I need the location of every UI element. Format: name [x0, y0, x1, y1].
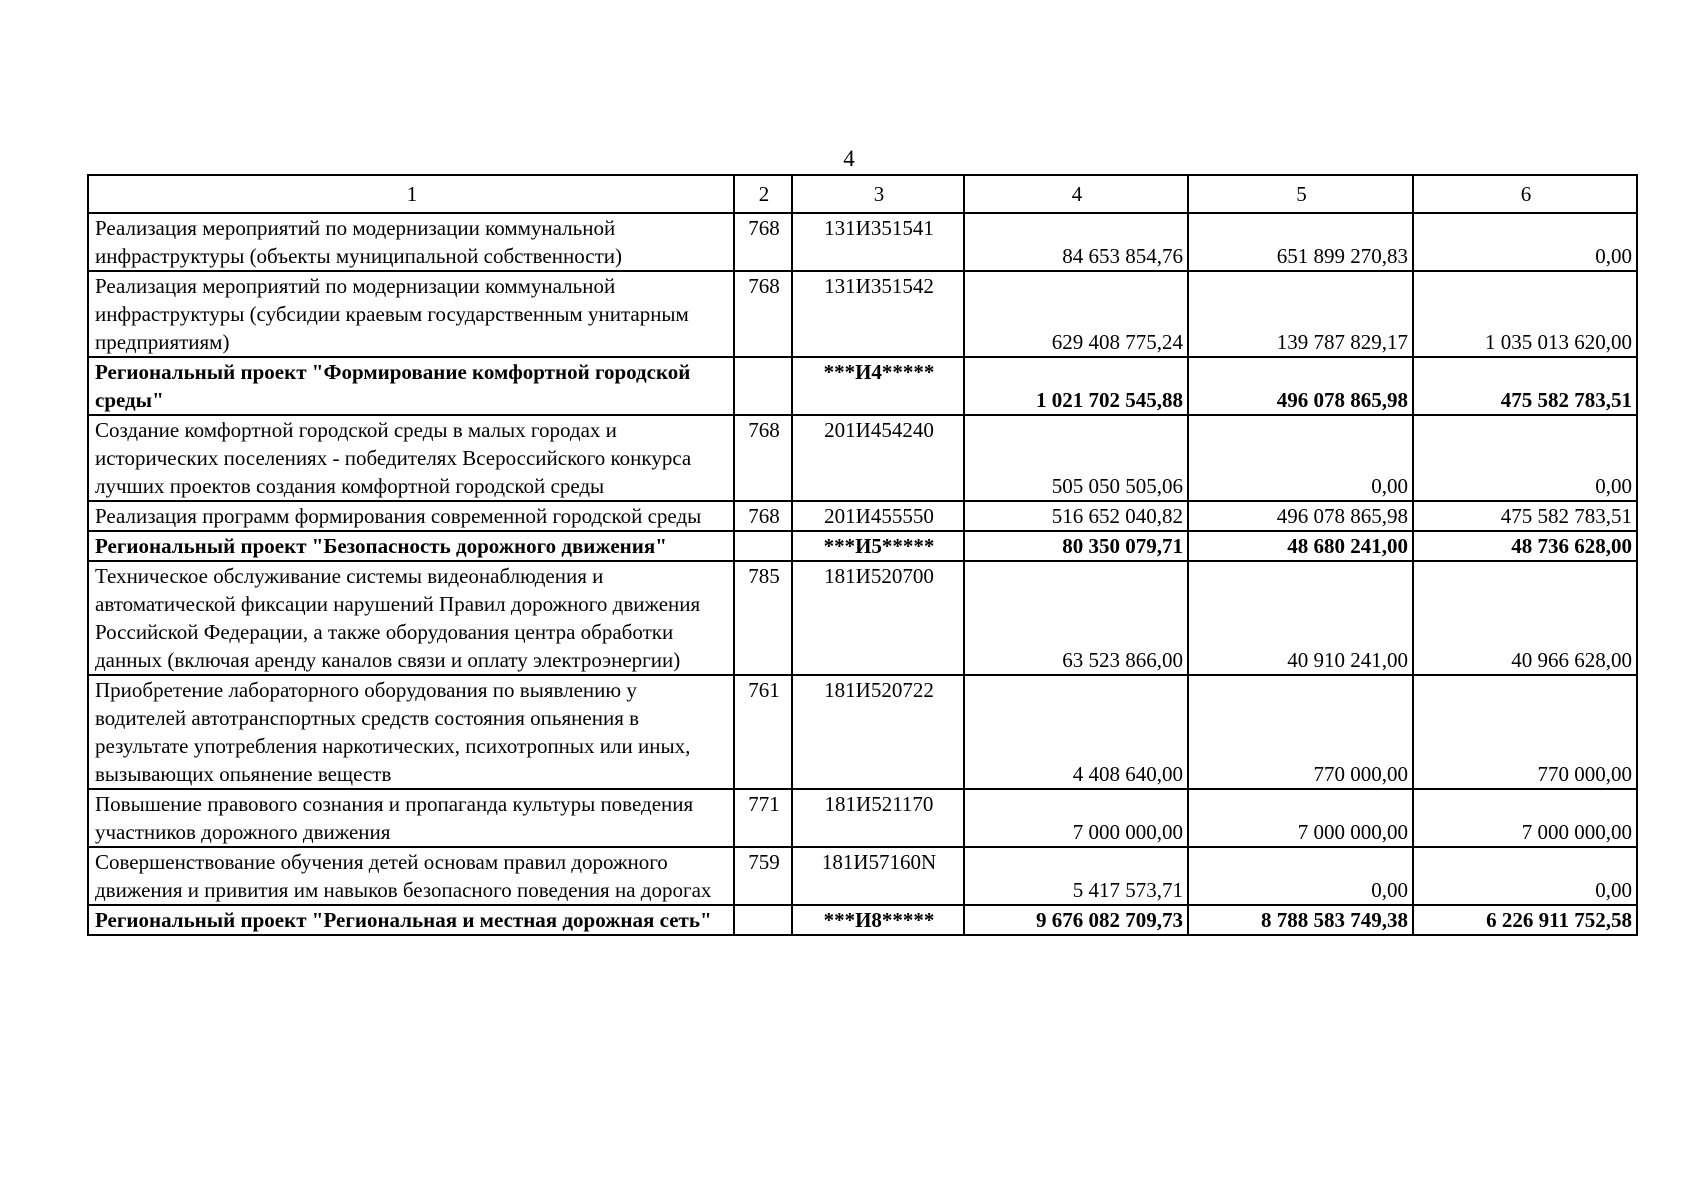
- row-code: 181И521170: [792, 789, 964, 847]
- row-amount-5: 8 788 583 749,38: [1188, 905, 1413, 935]
- row-code: 181И57160N: [792, 847, 964, 905]
- row-amount-6: 475 582 783,51: [1413, 501, 1637, 531]
- row-amount-4: 4 408 640,00: [964, 675, 1188, 789]
- row-name: Реализация мероприятий по модернизации коммунальной инфраструктуры (объекты муниципальной собственности): [88, 213, 734, 271]
- header-col-6: 6: [1413, 175, 1637, 213]
- row-amount-6: 0,00: [1413, 213, 1637, 271]
- row-amount-4: 84 653 854,76: [964, 213, 1188, 271]
- row-name: Региональный проект "Безопасность дорожного движения": [88, 531, 734, 561]
- row-amount-4: 80 350 079,71: [964, 531, 1188, 561]
- row-amount-5: 7 000 000,00: [1188, 789, 1413, 847]
- header-col-5: 5: [1188, 175, 1413, 213]
- row-amount-4: 63 523 866,00: [964, 561, 1188, 675]
- row-name: Повышение правового сознания и пропаганда культуры поведения участников дорожного движения: [88, 789, 734, 847]
- row-amount-6: 7 000 000,00: [1413, 789, 1637, 847]
- row-col2: 761: [734, 675, 792, 789]
- row-code: ***И5*****: [792, 531, 964, 561]
- table-body: [88, 213, 1637, 935]
- row-amount-6: 0,00: [1413, 415, 1637, 501]
- row-amount-6: 6 226 911 752,58: [1413, 905, 1637, 935]
- row-name: Совершенствование обучения детей основам правил дорожного движения и привития им навыков безопасного поведения на дорогах: [88, 847, 734, 905]
- row-amount-5: 48 680 241,00: [1188, 531, 1413, 561]
- table-row: [88, 213, 1637, 271]
- table-row: [88, 501, 1637, 531]
- row-name: Региональный проект "Региональная и местная дорожная сеть": [88, 905, 734, 935]
- row-code: ***И8*****: [792, 905, 964, 935]
- row-col2: [734, 531, 792, 561]
- row-name: Техническое обслуживание системы видеонаблюдения и автоматической фиксации нарушений Правил дорожного движения Российской Федерации, а также оборудования центра обработки данных (включая аренду каналов связи и оплату электроэнергии): [88, 561, 734, 675]
- table-row: [88, 415, 1637, 501]
- row-amount-4: 1 021 702 545,88: [964, 357, 1188, 415]
- row-col2: 768: [734, 213, 792, 271]
- header-col-2: 2: [734, 175, 792, 213]
- row-amount-6: 475 582 783,51: [1413, 357, 1637, 415]
- row-amount-6: 0,00: [1413, 847, 1637, 905]
- row-amount-5: 0,00: [1188, 847, 1413, 905]
- row-name: Реализация мероприятий по модернизации коммунальной инфраструктуры (субсидии краевым государственным унитарным предприятиям): [88, 271, 734, 357]
- row-amount-6: 40 966 628,00: [1413, 561, 1637, 675]
- header-col-4: 4: [964, 175, 1188, 213]
- row-name: Региональный проект "Формирование комфортной городской среды": [88, 357, 734, 415]
- page-number: 4: [843, 146, 855, 171]
- row-amount-4: 629 408 775,24: [964, 271, 1188, 357]
- row-col2: [734, 905, 792, 935]
- row-amount-5: 139 787 829,17: [1188, 271, 1413, 357]
- table-row: [88, 271, 1637, 357]
- header-row: [88, 175, 1637, 213]
- row-code: 131И351541: [792, 213, 964, 271]
- row-col2: 768: [734, 501, 792, 531]
- row-amount-4: 5 417 573,71: [964, 847, 1188, 905]
- header-col-3: 3: [792, 175, 964, 213]
- row-amount-4: 7 000 000,00: [964, 789, 1188, 847]
- table-row: [88, 561, 1637, 675]
- row-amount-4: 9 676 082 709,73: [964, 905, 1188, 935]
- budget-table: [87, 174, 1638, 936]
- row-amount-6: 48 736 628,00: [1413, 531, 1637, 561]
- table-row-project: [88, 905, 1637, 935]
- row-code: 201И454240: [792, 415, 964, 501]
- row-amount-5: 40 910 241,00: [1188, 561, 1413, 675]
- row-amount-6: 770 000,00: [1413, 675, 1637, 789]
- row-name: Реализация программ формирования современной городской среды: [88, 501, 734, 531]
- table-header: [88, 175, 1637, 213]
- row-code: 181И520700: [792, 561, 964, 675]
- row-amount-5: 651 899 270,83: [1188, 213, 1413, 271]
- row-amount-4: 505 050 505,06: [964, 415, 1188, 501]
- row-amount-5: 496 078 865,98: [1188, 357, 1413, 415]
- row-amount-5: 0,00: [1188, 415, 1413, 501]
- table-row-project: [88, 531, 1637, 561]
- row-amount-4: 516 652 040,82: [964, 501, 1188, 531]
- table-row-project: [88, 357, 1637, 415]
- row-amount-5: 770 000,00: [1188, 675, 1413, 789]
- table-row: [88, 789, 1637, 847]
- header-col-1: 1: [88, 175, 734, 213]
- table-row: [88, 675, 1637, 789]
- row-col2: 768: [734, 415, 792, 501]
- row-col2: 771: [734, 789, 792, 847]
- row-code: 131И351542: [792, 271, 964, 357]
- row-col2: 785: [734, 561, 792, 675]
- row-code: 181И520722: [792, 675, 964, 789]
- row-code: ***И4*****: [792, 357, 964, 415]
- row-amount-5: 496 078 865,98: [1188, 501, 1413, 531]
- table-row: [88, 847, 1637, 905]
- row-name: Приобретение лабораторного оборудования по выявлению у водителей автотранспортных средств состояния опьянения в результате употребления наркотических, психотропных или иных, вызывающих опьянение веществ: [88, 675, 734, 789]
- row-code: 201И455550: [792, 501, 964, 531]
- row-name: Создание комфортной городской среды в малых городах и исторических поселениях - победителях Всероссийского конкурса лучших проектов создания комфортной городской среды: [88, 415, 734, 501]
- row-col2: [734, 357, 792, 415]
- row-amount-6: 1 035 013 620,00: [1413, 271, 1637, 357]
- row-col2: 768: [734, 271, 792, 357]
- row-col2: 759: [734, 847, 792, 905]
